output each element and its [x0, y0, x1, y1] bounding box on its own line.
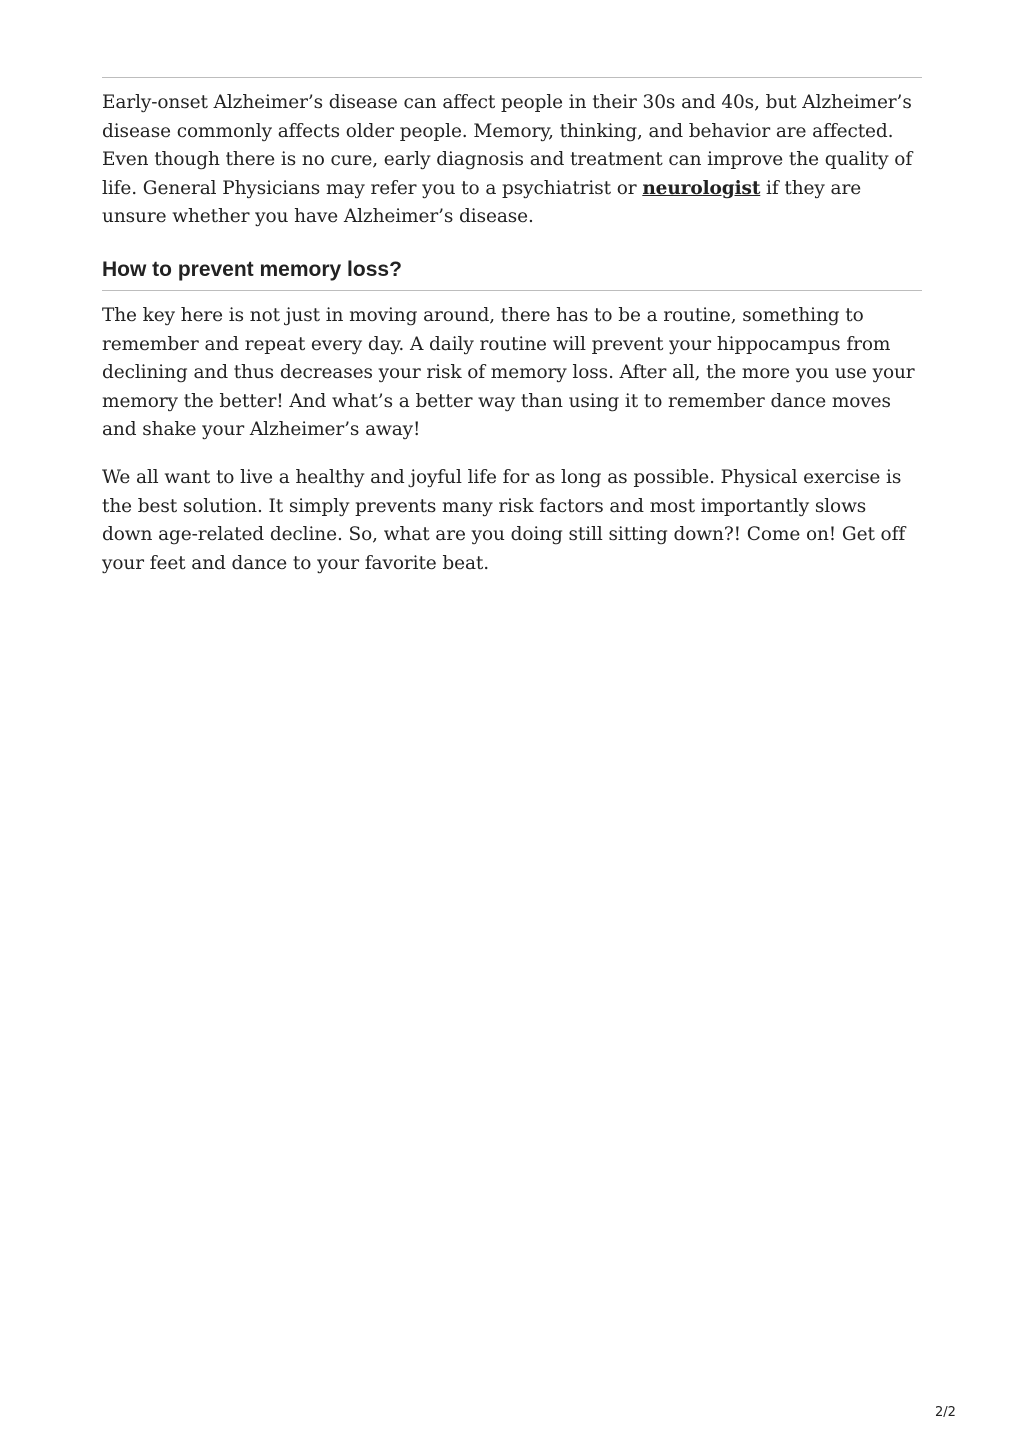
section-heading: How to prevent memory loss? [102, 258, 402, 281]
exercise-paragraph: We all want to live a healthy and joyful life for as long as possible. Physical exercise is the best solution. It simply prevents many risk factors and most importantly slows down age-related decline. So, what are you doing still sitting down?! Come on! Get off your feet and dance to your favorite beat. [102, 467, 906, 574]
routine-paragraph: The key here is not just in moving around, there has to be a routine, something to remember and repeat every day. A daily routine will prevent your hippocampus from declining and thus decreases your risk of memory loss. After all, the more you use your memory the better! And what’s a better way than using it to remember dance moves and shake your Alzheimer’s away! [102, 305, 915, 440]
neurologist-link[interactable]: neurologist [642, 177, 761, 199]
intro-text-after-link: if they are unsure whether you have Alzheimer’s disease. [102, 177, 862, 227]
page-number: 2/2 [935, 1405, 956, 1420]
top-divider [102, 77, 922, 78]
heading-divider [102, 290, 922, 291]
intro-text-before-link: Early-onset Alzheimer’s disease can affect people in their 30s and 40s, but Alzheimer’s disease commonly affects older people. Memory, thinking, and behavior are affected. Even though there is no cure, early diagnosis and treatment can improve the quality of life. General Physicians may refer you to a psychiatrist or [102, 92, 913, 199]
intro-paragraph [102, 89, 922, 232]
